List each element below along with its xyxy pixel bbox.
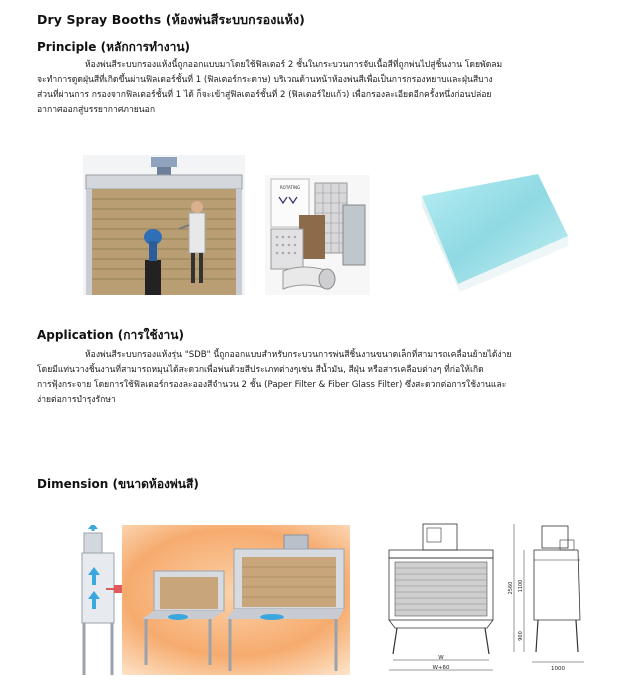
height-leg-label: 900	[518, 631, 524, 641]
side-dimension-drawing	[500, 520, 600, 678]
width-total-label: W+60	[432, 665, 450, 671]
application-line-2: โดยมีแท่นวางชิ้นงานที่สามารถหมุนได้สะดวกเพื่อพ่นด้วยสีประเภทต่างๆเช่น สีน้ำมัน, สีฝุ่น หรือสารเคลือบต่างๆ ที่ก่อให้เกิด	[37, 365, 484, 375]
brand-label: ROTATING	[279, 185, 301, 190]
width-label: W	[438, 655, 444, 661]
application-line-3: การฟุ้งกระจาย โดยการใช้ฟิลเตอร์กรองละอองสีจำนวน 2 ชั้น (Paper Filter & Fiber Glass Filter) ซึ่งสะดวกต่อการใช้งานและ	[37, 380, 507, 390]
fiberglass-filter-photo	[418, 172, 570, 292]
front-dimension-drawing	[383, 520, 503, 678]
application-line-4: ง่ายต่อการบำรุงรักษา	[37, 395, 116, 405]
principle-line-3: ส่วนที่ผ่านการ กรองจากฟิลเตอร์ชั้นที่ 1 ได้ ก็จะเข้าสู่ฟิลเตอร์ชั้นที่ 2 (ฟิลเตอร์ใยแก้ว) เพื่อกรองละเอียดอีกครั้งหนึ่งก่อนปล่อย	[37, 90, 492, 100]
principle-heading: Principle (หลักการทำงาน)	[37, 40, 191, 54]
height-upper-label: 1100	[518, 579, 524, 593]
application-heading: Application (การใช้งาน)	[37, 328, 184, 342]
height-total-label: 2560	[508, 581, 514, 595]
principle-line-4: อากาศออกสู่บรรยากาศภายนอก	[37, 105, 156, 115]
application-paragraph	[37, 348, 622, 408]
filter-products-photo	[265, 175, 370, 295]
depth-label: 1000	[551, 666, 565, 672]
principle-line-1: ห้องพ่นสีระบบกรองแห้งนี้ถูกออกแบบมาโดยใช้ฟิลเตอร์ 2 ชั้นในกระบวนการจับเนื้อสีที่ถูกพ่นไปสู่ชิ้นงาน โดยพัดลม	[85, 60, 503, 70]
page-title: Dry Spray Booths (ห้องพ่นสีระบบกรองแห้ง)	[37, 12, 305, 27]
application-line-1: ห้องพ่นสีระบบกรองแห้งรุ่น "SDB" นี้ถูกออกแบบสำหรับกระบวนการพ่นสีชิ้นงานขนาดเล็กที่สามารถเคลื่อนย้ายได้ง่าย	[85, 350, 512, 360]
principle-line-2: จะทำการดูดฝุ่นสีที่เกิดขึ้นผ่านฟิลเตอร์ชั้นที่ 1 (ฟิลเตอร์กระดาษ) บริเวณด้านหน้าห้องพ่นสีเพื่อเป็นการกรองหยาบและฝุ่นสีบาง	[37, 75, 493, 85]
dimension-heading: Dimension (ขนาดห้องพ่นสี)	[37, 477, 199, 491]
booth-photo	[83, 155, 245, 295]
principle-paragraph	[37, 58, 622, 118]
airflow-illustration	[62, 525, 350, 675]
